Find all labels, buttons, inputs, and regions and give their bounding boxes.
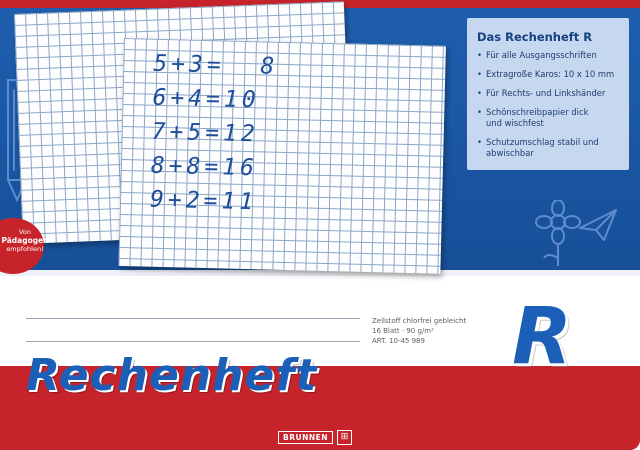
feature-item: • Für Rechts- und Linkshänder (477, 88, 627, 99)
math-row: 9+2=11 (149, 186, 258, 216)
feature-item: • Extragroße Karos: 10 x 10 mm (477, 69, 627, 80)
badge-line: Pädagogen (1, 236, 49, 245)
feature-item: • Für alle Ausgangsschriften (477, 50, 627, 61)
grade-letter: R (512, 292, 573, 382)
feature-list (477, 50, 627, 167)
brand-mark (278, 430, 352, 445)
math-row: 6+4=10 (152, 84, 260, 114)
feature-item: • Schutzumschlag stabil und abwischbar (477, 137, 604, 159)
name-line (26, 341, 360, 342)
math-row: 7+5=12 (151, 118, 260, 148)
name-line (26, 318, 360, 319)
cover-title: Rechenheft (26, 350, 318, 401)
badge-line: Von (18, 228, 32, 236)
info-box-title: Das Rechenheft R (477, 30, 593, 44)
white-stripe (0, 270, 640, 276)
feature-item: • Schönschreibpapier dick und wischfest (477, 107, 596, 129)
grid-sheet-front (118, 38, 445, 274)
spec-line: Zellstoff chlorfrei gebleicht (372, 317, 467, 325)
paper-specs (372, 316, 466, 346)
badge-line: empfohlen! (6, 245, 44, 253)
spec-line: 16 Blatt · 90 g/m² (372, 327, 434, 335)
feature-info-box (467, 18, 629, 170)
math-row: 8+8=16 (150, 152, 259, 182)
math-row: 5+3= 8 (153, 50, 279, 80)
spec-line: ART. 10-45 989 (372, 337, 425, 345)
brunnen-logo-icon: ⊞ (337, 430, 352, 445)
paper-plane-icon (578, 208, 618, 244)
brand-name: BRUNNEN (278, 431, 333, 444)
